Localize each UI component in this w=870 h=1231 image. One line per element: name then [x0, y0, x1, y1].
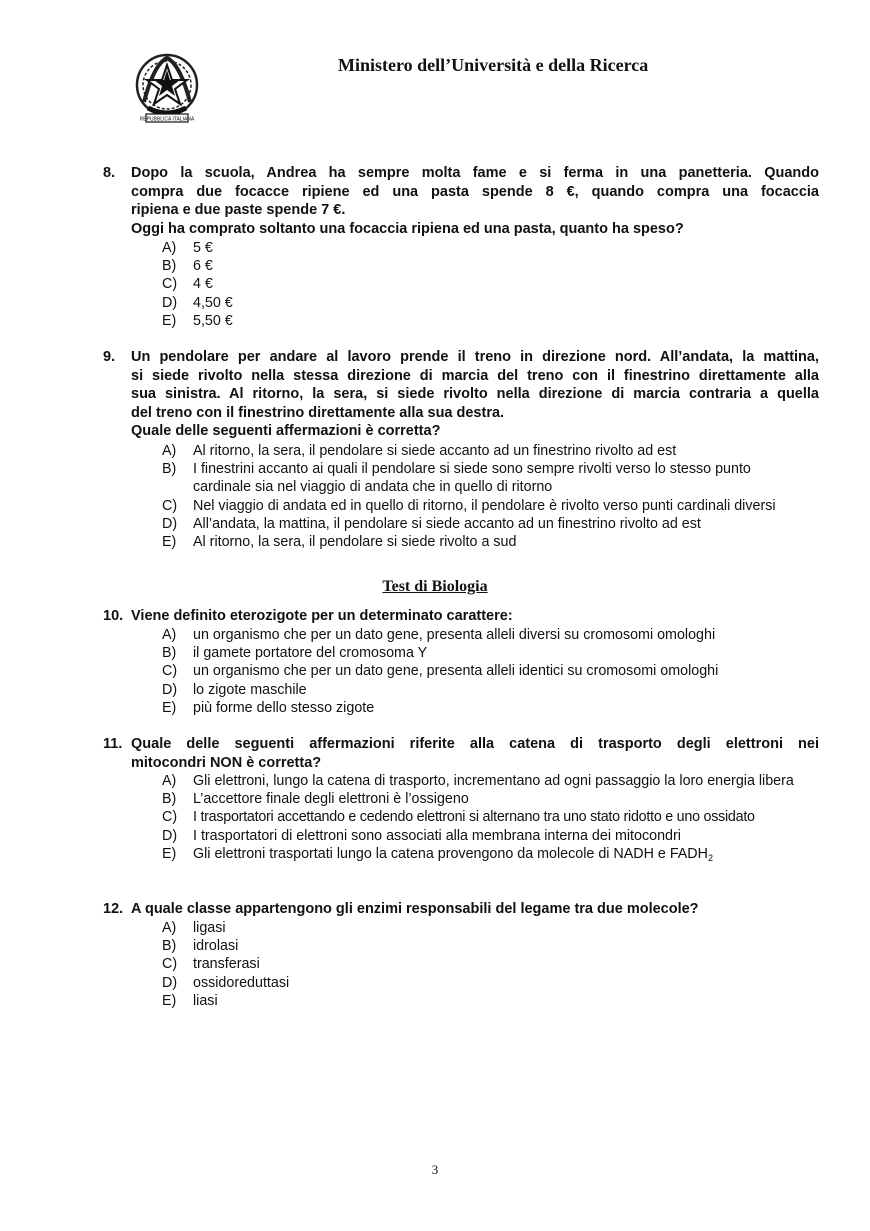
option-letter: E) — [162, 312, 177, 329]
question-text — [131, 348, 819, 441]
option-letter: A) — [162, 627, 177, 643]
question-text-line: Viene definito eterozigote per un determinato carattere: — [131, 608, 513, 624]
answer-option[interactable] — [162, 515, 832, 533]
svg-text:REPUBBLICA ITALIANA: REPUBBLICA ITALIANA — [139, 116, 195, 123]
question-text-line: Un pendolare per andare al lavoro prende il treno in direzione nord. All’andata, la mattina, — [131, 349, 819, 365]
answer-options — [162, 239, 832, 330]
answer-options — [162, 442, 832, 551]
question-text-line: Dopo la scuola, Andrea ha sempre molta fame e si ferma in una panetteria. Quando — [131, 165, 819, 181]
option-letter: B) — [162, 938, 177, 955]
answer-option[interactable] — [162, 626, 832, 644]
option-text-main: Gli elettroni trasportati lungo la catena provengono da molecole di NADH e FADH — [193, 845, 708, 862]
option-text: 4,50 € — [193, 294, 233, 311]
question-text — [131, 900, 819, 919]
answer-option[interactable] — [162, 919, 832, 937]
option-text: All’andata, la mattina, il pendolare si siede accanto ad un finestrino rivolto ad est — [193, 515, 701, 532]
option-letter: B) — [162, 258, 177, 275]
option-letter: D) — [162, 974, 178, 991]
option-letter: C) — [162, 809, 178, 826]
option-letter: A) — [162, 443, 177, 459]
option-text-subscript: 2 — [707, 852, 713, 863]
question-text-line: sua sinistra. Al ritorno, la sera, si siede rivolto nella direzione di marcia contraria a quella — [131, 386, 819, 402]
option-text: ligasi — [193, 920, 226, 936]
option-text: Gli elettroni, lungo la catena di trasporto, incrementano ad ogni passaggio la loro energia libera — [193, 773, 794, 789]
option-text — [193, 845, 832, 863]
answer-option[interactable] — [162, 808, 832, 826]
answer-option[interactable] — [162, 827, 832, 845]
option-text: idrolasi — [193, 938, 239, 955]
option-letter: D) — [162, 515, 178, 532]
option-text: 6 € — [193, 258, 213, 275]
ministry-title: Ministero dell’Università e della Ricerca — [338, 55, 649, 75]
option-letter: A) — [162, 773, 177, 789]
option-text: 4 € — [193, 276, 213, 293]
answer-option[interactable] — [162, 937, 832, 955]
option-letter: B) — [162, 791, 177, 808]
option-letter: D) — [162, 294, 178, 311]
question-number: 10. — [103, 608, 124, 624]
question-text-line: compra due focacce ripiene ed una pasta spende 8 €, quando compra una focaccia — [131, 183, 819, 200]
option-letter: B) — [162, 645, 177, 662]
question-number: 11. — [103, 736, 123, 752]
option-text: 5,50 € — [193, 312, 233, 329]
option-letter: E) — [162, 992, 177, 1009]
answer-option[interactable] — [162, 257, 832, 275]
option-letter: C) — [162, 276, 178, 293]
option-text: I trasportatori di elettroni sono associati alla membrana interna dei mitocondri — [193, 827, 681, 844]
answer-option[interactable] — [162, 662, 832, 680]
question-text-line: si siede rivolto nella stessa direzione di marcia del treno con il finestrino direttamente alla — [131, 367, 819, 384]
question-text-line: ripiena e due paste spende 7 €. — [131, 202, 346, 218]
section-title: Test di Biologia — [382, 578, 488, 595]
question-number: 12. — [103, 901, 124, 917]
option-text: Nel viaggio di andata ed in quello di ritorno, il pendolare è rivolto verso punti cardinali diversi — [193, 497, 776, 514]
answer-option[interactable] — [162, 772, 832, 790]
option-letter: E) — [162, 699, 177, 716]
italian-republic-emblem — [134, 52, 200, 126]
page-number: 3 — [431, 1162, 439, 1177]
option-text: un organismo che per un dato gene, presenta alleli identici su cromosomi omologhi — [193, 663, 719, 680]
option-letter: D) — [162, 681, 178, 698]
option-text: I trasportatori accettando e cedendo elettroni si alternano tra uno stato ridotto e uno ossidato — [193, 809, 755, 826]
question-text-line: Quale delle seguenti affermazioni riferite alla catena di trasporto degli elettroni nei — [131, 736, 819, 752]
option-text: transferasi — [193, 956, 260, 973]
answer-option[interactable] — [162, 992, 832, 1010]
question-text-line: del treno con il finestrino direttamente alla sua destra. — [131, 404, 505, 421]
question-prompt: Quale delle seguenti affermazioni è corretta? — [131, 423, 441, 439]
option-text: liasi — [193, 992, 218, 1009]
answer-options — [162, 919, 832, 1010]
option-letter: A) — [162, 920, 177, 936]
option-letter: E) — [162, 534, 177, 551]
answer-option[interactable] — [162, 681, 832, 699]
option-text: ossidoreduttasi — [193, 974, 290, 991]
option-text: Al ritorno, la sera, il pendolare si siede rivolto a sud — [193, 534, 517, 551]
option-letter: B) — [162, 461, 177, 478]
answer-options — [162, 626, 832, 717]
question-number: 8. — [103, 165, 116, 181]
option-text: il gamete portatore del cromosoma Y — [193, 645, 428, 662]
option-letter: A) — [162, 240, 177, 256]
option-letter: C) — [162, 663, 178, 680]
option-text: I finestrini accanto ai quali il pendolare si siede sono sempre rivolti verso lo stesso punto cardinale sia nel viaggio di andata che in quello di ritorno — [193, 461, 751, 496]
answer-option[interactable] — [162, 845, 832, 863]
answer-option[interactable] — [162, 442, 832, 460]
option-text: L’accettore finale degli elettroni è l’ossigeno — [193, 791, 469, 808]
answer-option[interactable] — [162, 790, 832, 808]
question-number: 9. — [103, 349, 116, 365]
question-prompt: Oggi ha comprato soltanto una focaccia ripiena ed una pasta, quanto ha speso? — [131, 220, 684, 237]
answer-option[interactable] — [162, 460, 832, 496]
question-text — [131, 164, 819, 238]
question-text-line: mitocondri NON è corretta? — [131, 754, 322, 771]
answer-option[interactable] — [162, 275, 832, 293]
question-text-line: A quale classe appartengono gli enzimi responsabili del legame tra due molecole? — [131, 901, 699, 917]
question-text — [131, 735, 819, 772]
option-text: Al ritorno, la sera, il pendolare si siede accanto ad un finestrino rivolto ad est — [193, 443, 677, 459]
option-text: 5 € — [193, 240, 213, 256]
question-text — [131, 607, 819, 626]
option-letter: C) — [162, 497, 178, 514]
option-text: più forme dello stesso zigote — [193, 699, 375, 716]
answer-option[interactable] — [162, 312, 832, 330]
answer-option[interactable] — [162, 239, 832, 257]
option-text: lo zigote maschile — [193, 681, 307, 698]
answer-options — [162, 772, 832, 863]
answer-option[interactable] — [162, 294, 832, 312]
answer-option[interactable] — [162, 974, 832, 992]
option-letter: E) — [162, 845, 177, 862]
answer-option[interactable] — [162, 955, 832, 973]
answer-option[interactable] — [162, 497, 832, 515]
answer-option[interactable] — [162, 699, 832, 717]
answer-option[interactable] — [162, 644, 832, 662]
answer-option[interactable] — [162, 533, 832, 551]
option-text: un organismo che per un dato gene, presenta alleli diversi su cromosomi omologhi — [193, 627, 716, 643]
option-letter: D) — [162, 827, 178, 844]
option-letter: C) — [162, 956, 178, 973]
